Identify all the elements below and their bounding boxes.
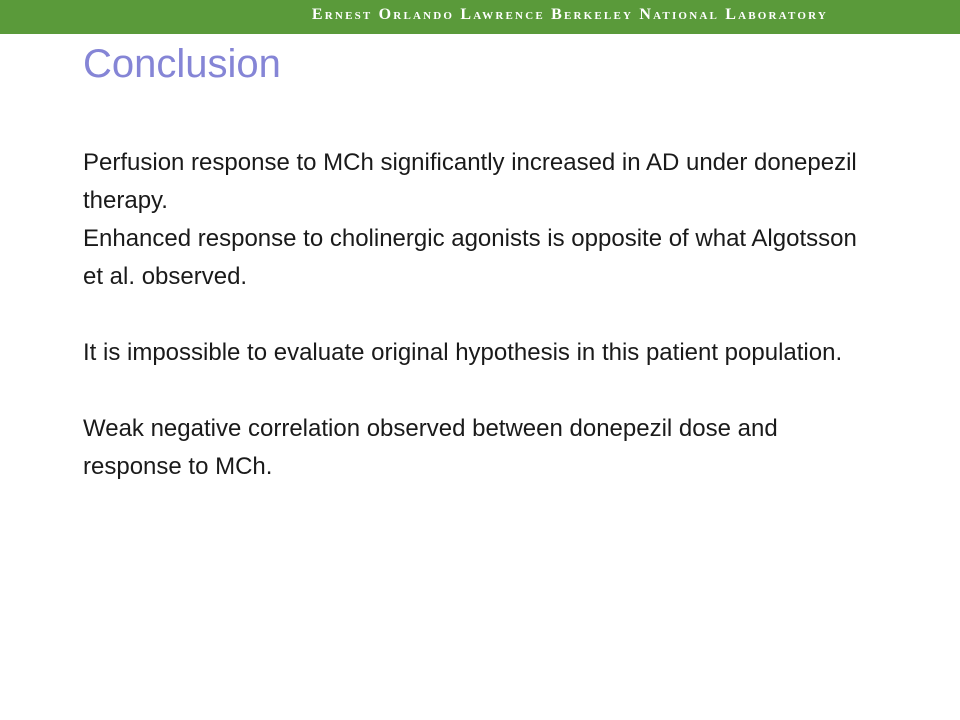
slide-title: Conclusion: [83, 42, 281, 86]
paragraph-spacer: [83, 296, 883, 334]
slide-body: [83, 144, 883, 486]
conclusion-paragraph-3: It is impossible to evaluate original hypothesis in this patient population.: [83, 339, 843, 366]
conclusion-paragraph-4: Weak negative correlation observed between donepezil dose and response to MCh.: [83, 415, 778, 480]
conclusion-paragraph-2: Enhanced response to cholinergic agonists is opposite of what Algotsson et al. observed.: [83, 225, 857, 290]
header-bar: [0, 0, 960, 34]
paragraph-spacer: [83, 372, 883, 410]
conclusion-paragraph-1: Perfusion response to MCh significantly increased in AD under donepezil therapy.: [83, 149, 857, 214]
institution-name: Ernest Orlando Lawrence Berkeley National Laboratory: [311, 6, 828, 23]
